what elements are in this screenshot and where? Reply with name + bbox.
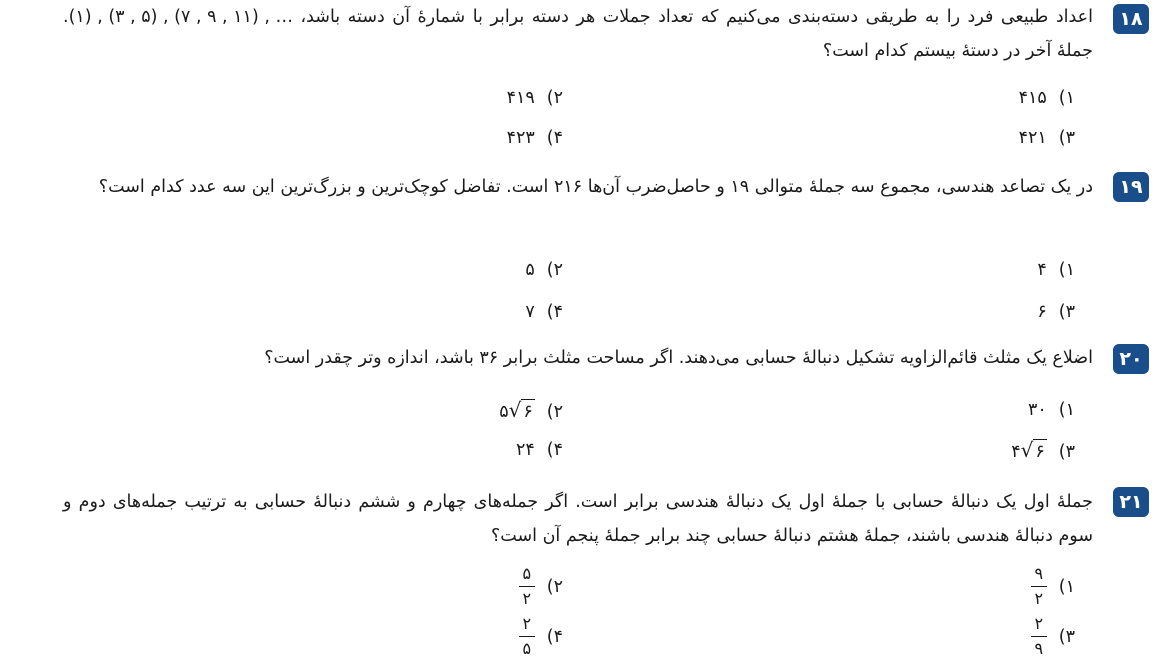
option-2[interactable] — [507, 84, 563, 112]
option-label: ۴) — [546, 302, 563, 322]
option-label: ۲) — [546, 576, 563, 597]
question-number: ۲۰ — [1113, 344, 1149, 374]
numerator: ۲ — [522, 614, 532, 633]
radical-sign: √ ۶ — [1020, 438, 1045, 462]
radicand: ۶ — [521, 399, 534, 424]
option-label: ۳) — [1058, 626, 1075, 647]
fraction-bar — [1031, 636, 1047, 637]
option-value — [499, 396, 535, 426]
option-label: ۴) — [546, 626, 563, 647]
option-4[interactable] — [525, 298, 563, 326]
option-label: ۳) — [1058, 442, 1075, 462]
option-fraction — [519, 564, 535, 609]
option-1[interactable] — [1019, 84, 1075, 112]
question-stem: جملهٔ اول یک دنبالهٔ حسابی با جملهٔ اول یک دنبالهٔ هندسی برابر است. اگر جمله‌های چهارم و ششم دنبالهٔ حسابی به ترتیب جمله‌های دوم و سوم دنبالهٔ هندسی باشند، جملهٔ هشتم دنبالهٔ حسابی چند برابر جملهٔ پنجم آن است؟ — [63, 492, 1093, 546]
option-label: ۲) — [546, 88, 563, 108]
fraction-bar — [1031, 586, 1047, 587]
option-3[interactable] — [1037, 298, 1075, 326]
option-label: ۲) — [546, 402, 563, 422]
fraction-bar — [519, 586, 535, 587]
option-label: ۳) — [1058, 302, 1075, 322]
option-value: ۴۲۱ — [1018, 128, 1047, 148]
option-label: ۴) — [546, 440, 563, 460]
option-label: ۳) — [1058, 128, 1075, 148]
radicand: ۶ — [1033, 439, 1046, 464]
numerator: ۲ — [1034, 614, 1044, 633]
question-number: ۱۹ — [1113, 172, 1149, 202]
option-1[interactable] — [1028, 396, 1075, 424]
question-stem: در یک تصاعد هندسی، مجموع سه جملهٔ متوالی ۱۹ و حاصل‌ضرب آن‌ها ۲۱۶ است. تفاضل کوچک‌ترین و بزرگ‌ترین این سه عدد کدام است؟ — [98, 177, 1093, 197]
option-value: ۳۰ — [1027, 400, 1047, 420]
option-1[interactable] — [1031, 564, 1075, 609]
option-3[interactable] — [1011, 436, 1075, 466]
option-label: ۱) — [1058, 576, 1075, 597]
denominator: ۵ — [522, 639, 532, 658]
option-3[interactable] — [1031, 614, 1075, 659]
option-4[interactable] — [519, 614, 563, 659]
option-value: ۲۴ — [515, 440, 535, 460]
option-value: ۴۱۹ — [506, 88, 535, 108]
fraction-bar — [519, 636, 535, 637]
option-2[interactable] — [519, 564, 563, 609]
option-value: ۴ — [1037, 260, 1047, 280]
numerator: ۹ — [1034, 564, 1044, 583]
stem-text: اعداد طبیعی فرد را به طریقی دسته‌بندی می‌کنیم که تعداد جملات هر دسته برابر با شمارهٔ آن دسته باشد، — [300, 7, 1093, 27]
denominator: ۲ — [522, 589, 532, 608]
option-value: ۵ — [525, 260, 535, 280]
option-value: ۷ — [525, 302, 535, 322]
question-stem: اضلاع یک مثلث قائم‌الزاویه تشکیل دنبالهٔ حسابی می‌دهند. اگر مساحت مثلث برابر ۳۶ باشد، اندازه وتر چقدر است؟ — [264, 348, 1093, 368]
option-4[interactable] — [516, 436, 563, 464]
option-label: ۱) — [1058, 400, 1075, 420]
option-value: ۴۱۵ — [1018, 88, 1047, 108]
option-label: ۴) — [546, 128, 563, 148]
option-fraction — [1031, 614, 1047, 659]
option-fraction — [519, 614, 535, 659]
numerator: ۵ — [522, 564, 532, 583]
option-value: ۶ — [1037, 302, 1047, 322]
option-4[interactable] — [507, 124, 563, 152]
coefficient: ۴ — [1011, 442, 1021, 462]
denominator: ۲ — [1034, 589, 1044, 608]
option-3[interactable] — [1019, 124, 1075, 152]
radical-sign: √ ۶ — [508, 398, 533, 422]
question-number: ۲۱ — [1113, 487, 1149, 517]
option-label: ۲) — [546, 260, 563, 280]
stem-sequence: (۱) , (۳ , ۵) , (۷ , ۹ , ۱۱) , … — [68, 7, 293, 27]
question-stem — [63, 0, 1093, 68]
option-2[interactable] — [499, 396, 563, 426]
option-fraction — [1031, 564, 1047, 609]
option-label: ۱) — [1058, 88, 1075, 108]
stem-end: . جملهٔ آخر در دستهٔ بیستم کدام است؟ — [63, 7, 1093, 61]
option-value: ۴۲۳ — [506, 128, 535, 148]
option-value — [1011, 436, 1047, 466]
option-label: ۱) — [1058, 260, 1075, 280]
option-2[interactable] — [525, 256, 563, 284]
denominator: ۹ — [1034, 639, 1044, 658]
question-number: ۱۸ — [1113, 4, 1149, 34]
coefficient: ۵ — [499, 402, 509, 422]
option-1[interactable] — [1037, 256, 1075, 284]
